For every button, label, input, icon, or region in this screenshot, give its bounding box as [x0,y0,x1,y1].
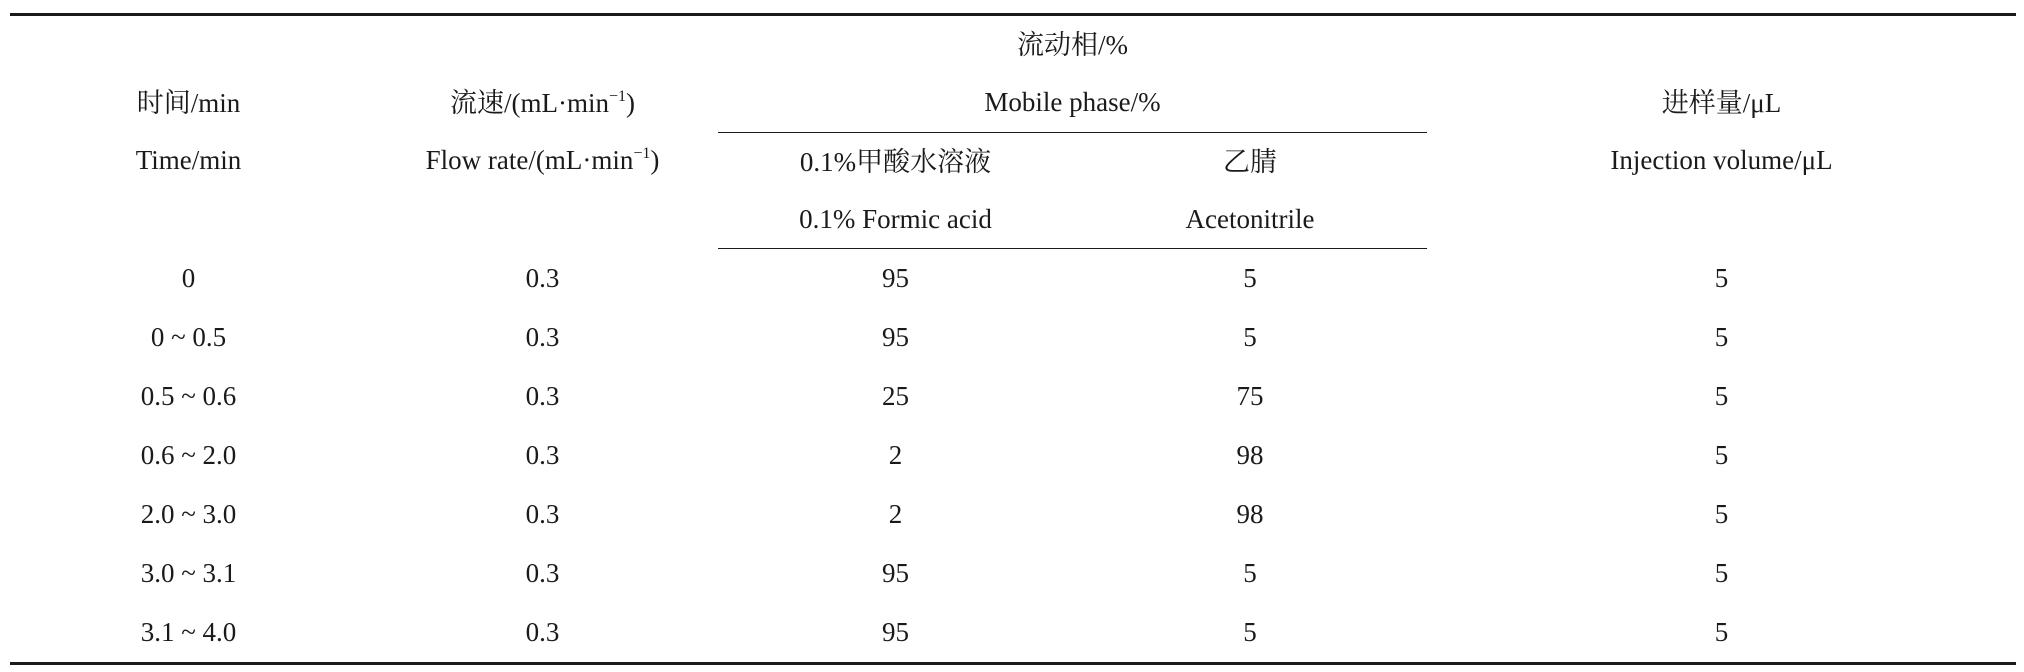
table-row [10,485,2016,544]
cell-flow: 0.3 [525,558,560,588]
header-acetonitrile-cn: 乙腈 [1223,146,1277,177]
cell-formic: 95 [882,322,909,352]
header-mobile-phase-en: Mobile phase/% [984,87,1161,117]
cell-time: 3.1 ~ 4.0 [10,603,367,664]
header-acetonitrile [1073,133,1427,249]
cell-acetonitrile: 5 [1243,558,1257,588]
cell-injection: 5 [1714,499,1729,529]
cell-acetonitrile: 98 [1236,440,1264,470]
cell-acetonitrile: 5 [1243,263,1257,293]
header-formic-acid [718,133,1073,249]
table-row [10,426,2016,485]
header-acetonitrile-en: Acetonitrile [1185,203,1315,234]
table-body [10,249,2016,664]
cell-acetonitrile: 5 [1073,603,1427,664]
cell-injection: 5 [1714,262,1729,293]
cell-injection: 5 [1427,603,2016,664]
header-injection-volume-en: Injection volume/μL [1610,145,1833,176]
header-mobile-phase [718,15,1427,133]
table-row [10,603,2016,664]
cell-acetonitrile: 75 [1236,381,1264,411]
table-row [10,367,2016,426]
cell-injection: 5 [1714,381,1729,411]
cell-formic: 2 [888,440,903,470]
header-injection-volume [1427,15,2016,249]
table-row [10,308,2016,367]
header-time-cn: 时间/min [136,88,241,119]
cell-formic: 25 [882,381,909,411]
cell-flow: 0.3 [525,381,560,411]
cell-time: 0.6 ~ 2.0 [140,440,237,470]
cell-flow: 0.3 [525,499,560,529]
cell-injection: 5 [1714,322,1729,352]
cell-time: 0 ~ 0.5 [150,322,227,352]
cell-time: 2.0 ~ 3.0 [140,499,237,529]
cell-flow: 0.3 [525,440,560,470]
cell-flow: 0.3 [367,603,718,664]
cell-formic: 95 [882,558,909,588]
header-formic-acid-en: 0.1% Formic acid [799,203,992,234]
header-flow-rate-cn: 流速$/(mL\cdot\min^{-1})$ [449,88,635,119]
cell-injection: 5 [1714,558,1729,588]
cell-time: 0 [181,262,196,293]
header-mobile-phase-cn: 流动相/% [1017,30,1128,60]
cell-time: 3.0 ~ 3.1 [140,558,237,588]
cell-injection: 5 [1714,440,1729,470]
header-time-en: Time/min [135,145,242,176]
header-injection-volume-cn: 进样量/μL [1661,88,1782,119]
gradient-table [10,13,2016,665]
cell-flow: 0.3 [525,262,560,293]
cell-time: 0.5 ~ 0.6 [140,381,237,411]
cell-formic: 2 [888,499,903,529]
cell-acetonitrile: 98 [1236,499,1264,529]
header-flow-rate [367,15,718,249]
cell-acetonitrile: 5 [1243,322,1257,352]
header-flow-rate-en: Flow rate/$(mL\cdot\min^{-1})$ [425,145,660,176]
table-row [10,544,2016,603]
header-formic-acid-cn: 0.1%甲酸水溶液 [799,146,992,177]
table-row [10,249,2016,309]
header-time [10,15,367,249]
cell-flow: 0.3 [525,322,560,352]
cell-formic: 95 [718,603,1073,664]
cell-formic: 95 [882,263,909,293]
